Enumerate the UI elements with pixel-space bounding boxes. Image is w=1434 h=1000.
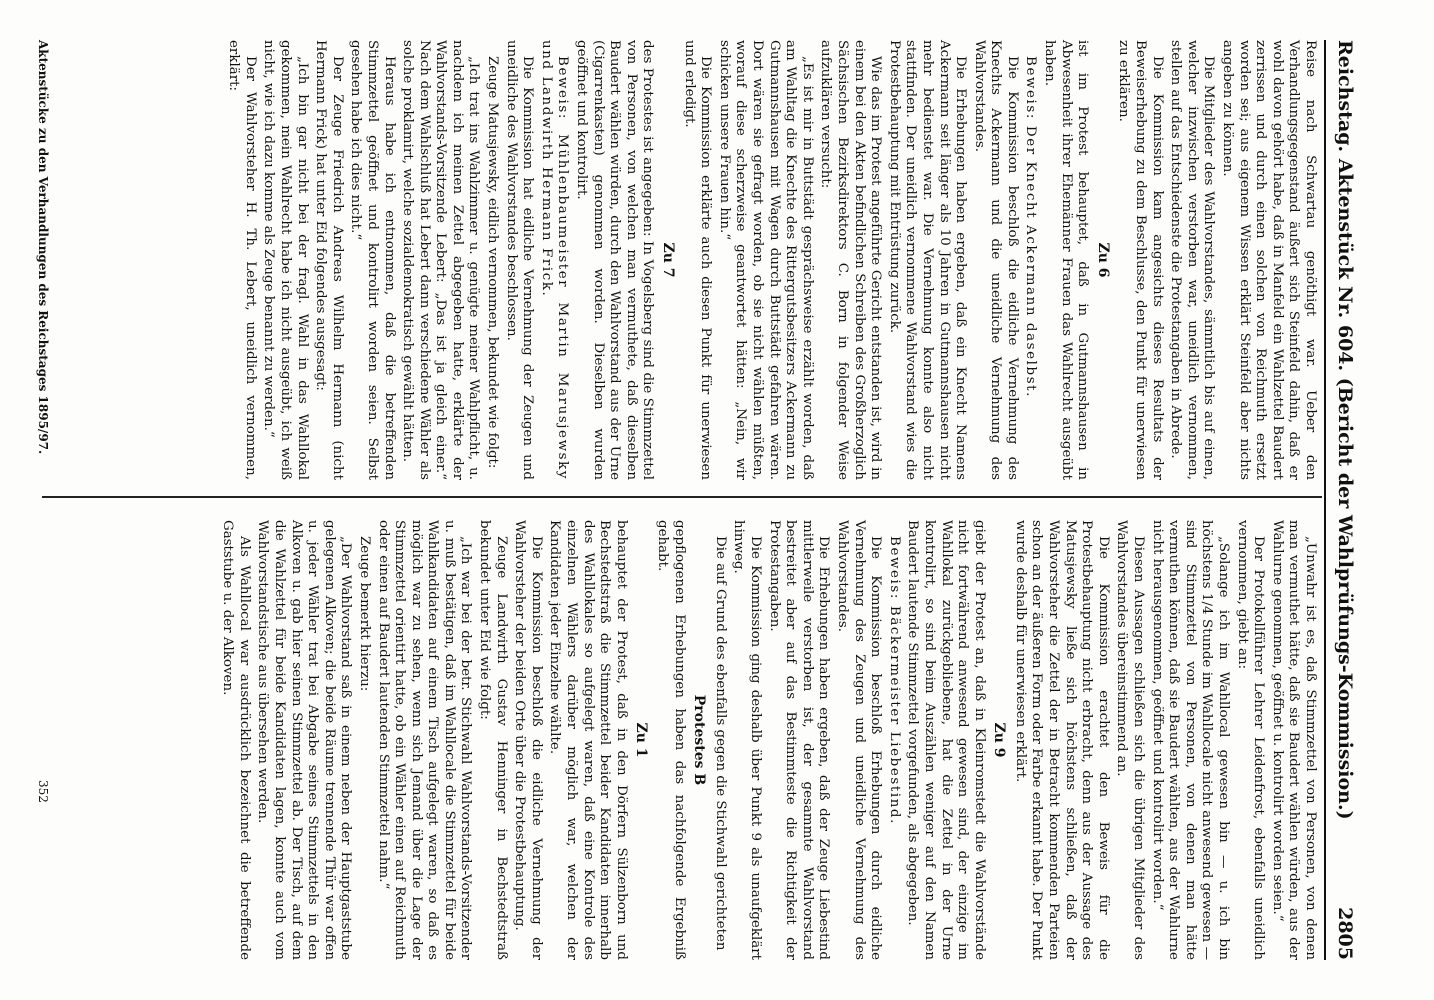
paragraph: Die Kommission erklärte auch diesen Punkt für unerwiesen und erledigt.	[681, 40, 714, 480]
section-heading: Zu 1	[633, 722, 650, 758]
paragraph: Zeuge Landwirth Gustav Henninger in Bechstedtstraß bekundet unter Eid wie folgt:	[477, 520, 509, 960]
paragraph: Die Kommission kam angesichts dieses Resultats der Beweiserhebung zu dem Beschlusse, den Punkt für unerwiesen zu erklären.	[1116, 40, 1165, 480]
paragraph: „Solange ich im Wahllocal gewesen bin — u. ich bin höchstens 1/4 Stunde im Wahllocale nicht anwesend gewesen — sind Stimmzettel von Personen, von denen man hätte vermuthen können, daß sie Baudert wählten, aus der Wahlurne nicht herausgenommen, geöffnet und kontrolirt worden.“	[1149, 520, 1232, 960]
paragraph: Die Erhebungen haben ergeben, daß der Zeuge Liebestind mittlerweile verstorben ist, der gesammte Wahlvorstand bestreitet aber auf das Bestimmteste die Richtigkeit der Protestangaben.	[766, 520, 832, 960]
paragraph: Der Protokollführer Lehrer Leidenfrost, ebenfalls uneidlich vernommen, giebt an:	[1234, 520, 1267, 960]
paragraph: „Ich war bei der betr. Stichwahl Wahlvorstands-Vorsitzender u. muß bestätigen, daß im Wahllocale die Stimmzettel für beide Wahlkandidaten auf einem Tisch aufgelegt waren, so daß es möglich war zu sehen, wenn sich Jemand über die Lage der Stimmzettel orientirt hatte, ob ein Wähler einen auf Reichmuth oder einen auf Baudert lautenden Stimmzettel nahm.“	[375, 520, 474, 960]
paragraph: Die Kommission beschloß Erhebungen durch eidliche Vernehmung des Zeugen und uneidliche Vernehmung des Wahlvorstandes.	[834, 520, 884, 960]
paragraph: Der Zeuge Friedrich Andreas Wilhelm Hermann (nicht Hermann Frick) hat unter Eid folgendes ausgesagt:	[313, 40, 345, 480]
paragraph: „Ich trat ins Wahlzimmer u. genügte meiner Wahlpflicht, u. nachdem ich meinen Zettel abgegeben hatte, erklärte der Wahlvorstands-Vorsitzende Lebert: „Das ist ja gleich einer.“ Nach dem Wahlschluß hat Lebert dann verschiedene Wähler als solche proklamirt, welche sozialdemokratisch gewählt hätten.	[400, 40, 482, 480]
paragraph: Zeuge bemerkt hierzu:	[356, 536, 372, 692]
page-footer	[36, 40, 50, 960]
paragraph: Reise nach Schwartau genöthigt war. Ueber den Verhandlungsgegenstand äußert sich Steinfeld dahin, daß er wohl davon gehört habe, daß in Manfeld ein Wahlzettel Baudert zerrissen und durch einen solchen von Reichmuth ersetzt worden sei; aus eigenem Wissen erklärt Steinfeld aber nichts angeben zu können.	[1220, 40, 1318, 480]
paragraph: Der Wahlvorsteher H. Th. Lebert, uneidlich vernommen, erklärt:	[226, 40, 258, 480]
paragraph: „Ich bin gar nicht bei der fragl. Wahl in das Wahllokal gekommen, mein Wahlrecht habe ich nicht ausgeübt, ich weiß nicht, wie ich dazu komme als Zeuge benannt zu werden.“	[261, 40, 310, 480]
header-rule	[1324, 40, 1326, 960]
section-heading: Zu 9	[991, 722, 1008, 758]
paragraph: Die Kommission erachtet den Beweis für die Protestbehauptung nicht erbracht, denn aus der Aussage des Matusjewsky ließe sich höchstens schließen, daß der Wahlvorsteher die Zettel der in Betracht kommenden Parteien schon an der äußeren Form oder Farbe erkannt habe. Der Punkt wurde deshalb für unerwiesen erklärt.	[1012, 520, 1111, 960]
paragraph: Beweis: Der Knecht Ackermann daselbst.	[1023, 56, 1039, 399]
paragraph: Die Erhebungen haben ergeben, daß ein Knecht Namens Ackermann seit länger als 10 Jahren in Gutmannshausen nicht mehr bedienstet war. Die Vernehmung konnte also nicht stattfinden. Der uneidlich vernommene Wahlvorstand wies die Protestbehauptung mit Entrüstung zurück.	[886, 40, 969, 480]
paragraph: gepflogenen Erhebungen haben das nachfolgende Ergebniß gehabt.	[655, 520, 687, 960]
footer-number: 352	[36, 780, 50, 803]
column-divider	[42, 496, 1322, 498]
paragraph: Wie das im Protest angeführte Gericht entstanden ist, wird in einem bei den Akten befindlichen Schreiben des Großherzoglich Sächsischen Bezirksdirektors C. Born in folgender Weise aufzuklären versucht:	[818, 40, 884, 480]
right-column	[217, 520, 1318, 960]
paragraph: ist im Protest behauptet, daß in Gutmannshausen in Abwesenheit ihrer Ehemänner Frauen das Wahlrecht ausgeübt haben.	[1042, 40, 1091, 480]
paragraph: Beweis: Bäckermeister Liebestind.	[886, 536, 902, 825]
paragraph: „Es ist mir in Buttstädt gesprächsweise erzählt worden, daß am Wahltag die Knechte des Rittergutsbesitzers Ackermann zu Gutmannshausen mit Wagen durch Buttstädt gefahren wären. Dort wären sie gefragt worden, ob sie nicht wählen müßten, worauf diese scherzweise geantwortet hätten: „Nein, wir schicken unsere Frauen hin.“	[716, 40, 815, 480]
paragraph: Die auf Grund des ebenfalls gegen die Stichwahl gerichteten	[712, 536, 728, 951]
paragraph: Die Kommission beschloß die eidliche Vernehmung des Knechts Ackermann und die uneidliche Vernehmung des Wahlvorstandes.	[971, 40, 1020, 480]
page-header	[1328, 40, 1362, 960]
footer-source: Aktenstücke zu den Verhandlungen des Reichstages 1895/97.	[36, 40, 50, 455]
paragraph: Als Wahllocal war ausdrücklich bezeichnet die betreffende Gaststube u. der Alkoven.	[220, 520, 252, 960]
page-title: Reichstag. Aktenstück Nr. 604. (Bericht der Wahlprüfungs-Kommission.)	[1334, 40, 1356, 820]
paragraph: Beweis: Mühlenbaumeister Martin Marusjewsky und Landwirth Hermann Frick.	[538, 40, 571, 480]
section-heading: Zu 7	[660, 242, 677, 278]
section-heading: Zu 6	[1094, 242, 1111, 278]
paragraph: Die Kommission ging deshalb über Punkt 9 als unaufgeklärt hinweg.	[731, 520, 763, 960]
paragraph: behauptet der Protest, daß in den Dörfern Sülzenborn und Bechstedtstraß die Stimmzettel beider Kandidaten innerhalb des Wahllokales so aufgelegt waren, daß eine Kontrole des einzelnen Wählers darüber möglich war, welchen der Kandidaten jeder Einzelne wählte.	[547, 520, 629, 960]
left-column	[223, 40, 1318, 480]
section-heading: Protestes B	[691, 694, 708, 786]
paragraph: Die Kommission beschloß die eidliche Vernehmung der Wahlvorsteher der beiden Orte über die Protestbehauptung.	[512, 520, 544, 960]
page-number: 2805	[1334, 907, 1356, 960]
paragraph: Diesen Aussagen schließen sich die übrigen Mitglieder des Wahlvorstandes übereinstimmend an.	[1114, 520, 1147, 960]
paragraph: des Protestes ist angegeben: In Vogelsberg sind die Stimmzettel von Personen, von welchen man vermuthete, daß dieselben Baudert wählen würden, durch den Wahlvorstand aus der Urne (Cigarrenkasten) genommen worden. Dieselben wurden geöffnet und kontrolirt.	[574, 40, 656, 480]
paragraph: Heraus habe ich entnommen, daß die betreffenden Stimmzettel geöffnet und kontrolirt worden seien. Selbst gesehen habe ich dies nicht.“	[348, 40, 397, 480]
paragraph: Die Kommission hat eidliche Vernehmung der Zeugen und uneidliche des Wahlvorstandes beschlossen.	[503, 40, 536, 480]
paragraph: Zeuge Matusjewsky, eidlich vernommen, bekundet wie folgt:	[485, 56, 501, 469]
paragraph: Die Mitglieder des Wahlvorstandes, sämmtlich bis auf einen, welcher inzwischen verstorben war, uneidlich vernommen, stellen auf das Entschiedenste die Protestangaben in Abrede.	[1168, 40, 1217, 480]
paragraph: giebt der Protest an, daß in Kleinromstedt die Wahlvorstände nicht fortwährend anwesend gewesen sind, der einzige im Wahllokal zurückgebliebene, hat die Zettel in der Urne kontrolirt, so sind beim Auszählen weniger auf den Namen Baudert lautende Stimmzettel vorgefunden, als abgegeben.	[905, 520, 987, 960]
paragraph: „Der Wahlvorstand saß in einem neben der Hauptgaststube gelegenen Alkoven; die beide Räume trennende Thür war offen u. jeder Wähler trat bei Abgabe seines Stimmzettels in den Alkoven u. gab hier seinen Stimmzettel ab. Der Tisch, auf dem die Wahlzettel für beide Kandidaten lagen, konnte auch vom Wahlvorstandstische aus übersehen werden.	[255, 520, 354, 960]
paragraph: „Unwahr ist es, daß Stimmzettel von Personen, von denen man vermuthet hätte, daß sie Baudert wählen würden, aus der Wahlurne genommen, geöffnet u. kontrolirt worden seien.“	[1269, 520, 1318, 960]
